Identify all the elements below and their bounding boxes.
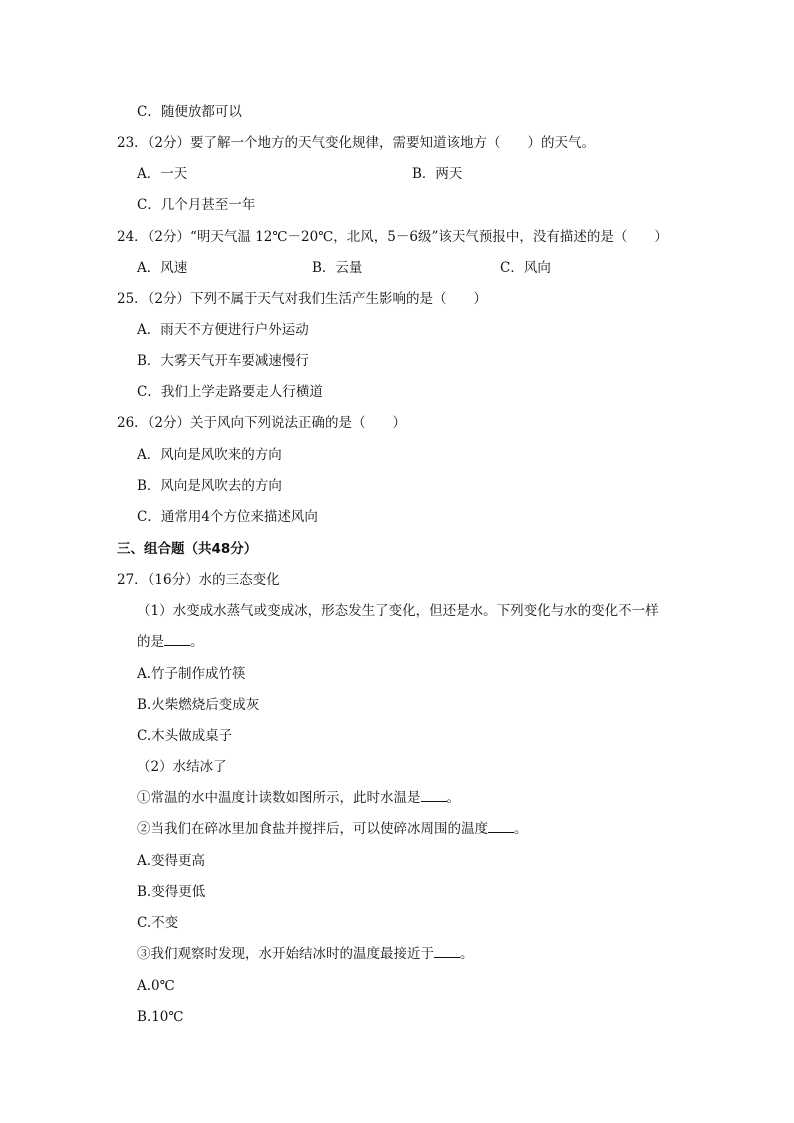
q27-sub1-prefix: ①常温的水中温度计读数如图所示，此时水温是 (137, 790, 421, 806)
q24-option-a: A．风速 (137, 260, 188, 276)
q27-sub1-suffix: 。 (446, 790, 460, 806)
q23-option-c: C．几个月甚至一年 (137, 197, 256, 213)
q24-option-b: B．云量 (312, 260, 363, 276)
q26-stem: 26．（2分）关于风向下列说法正确的是（ ） (117, 415, 407, 431)
q26-option-c: C．通常用4个方位来描述风向 (137, 509, 318, 525)
q25-stem: 25．（2分）下列不属于天气对我们生活产生影响的是（ ） (117, 291, 488, 307)
q22-option-c: C．随便放都可以 (137, 104, 242, 120)
q27-sub2-option-c: C.不变 (137, 915, 179, 931)
q27-part2-title: （2）水结冰了 (137, 759, 227, 775)
q24-stem: 24．（2分）“明天气温 12℃－20℃，北风，5－6级”该天气预报中，没有描述的是（ ） (117, 229, 668, 245)
q27-sub1 (137, 789, 460, 807)
answer-blank[interactable] (164, 633, 190, 646)
q23-stem: 23．（2分）要了解一个地方的天气变化规律，需要知道该地方（ ）的天气。 (117, 135, 596, 151)
q26-option-b: B．风向是风吹去的方向 (137, 478, 282, 494)
answer-blank[interactable] (434, 945, 460, 958)
q26-option-a: A．风向是风吹来的方向 (137, 447, 282, 463)
q24-option-c: C．风向 (500, 260, 551, 276)
q23-option-b: B．两天 (412, 166, 463, 182)
answer-blank[interactable] (488, 820, 514, 833)
q25-option-a: A．雨天不方便进行户外运动 (137, 322, 309, 338)
q25-option-b: B．大雾天气开车要减速慢行 (137, 353, 309, 369)
q27-part1-option-a: A.竹子制作成竹筷 (137, 666, 246, 682)
q27-sub3-option-a: A.0℃ (137, 978, 175, 994)
q27-part1-option-c: C.木头做成桌子 (137, 728, 233, 744)
q27-sub2-prefix: ②当我们在碎冰里加食盐并搅拌后，可以使碎冰周围的温度 (137, 821, 488, 837)
q23-option-a: A．一天 (137, 166, 188, 182)
q27-stem: 27．（16分）水的三态变化 (117, 572, 280, 588)
q27-sub3 (137, 945, 474, 963)
q27-sub3-option-b: B.10℃ (137, 1009, 184, 1025)
q27-part1-line1: （1）水变成水蒸气或变成冰，形态发生了变化，但还是水。下列变化与水的变化不一样 (137, 603, 659, 619)
q27-part1-line2-suffix: 。 (190, 634, 204, 650)
section-heading: 三、组合题（共48分） (117, 541, 258, 557)
q27-part1-line2 (137, 633, 204, 651)
q27-part1-line2-prefix: 的是 (137, 634, 164, 650)
q27-part1-option-b: B.火柴燃烧后变成灰 (137, 697, 260, 713)
q25-option-c: C．我们上学走路要走人行横道 (137, 384, 323, 400)
q27-sub2-option-a: A.变得更高 (137, 853, 206, 869)
q27-sub3-suffix: 。 (460, 946, 474, 962)
q27-sub2-option-b: B.变得更低 (137, 884, 206, 900)
q27-sub3-prefix: ③我们观察时发现，水开始结冰时的温度最接近于 (137, 946, 434, 962)
q27-sub2-suffix: 。 (514, 821, 528, 837)
answer-blank[interactable] (421, 789, 447, 802)
q27-sub2 (137, 820, 528, 838)
